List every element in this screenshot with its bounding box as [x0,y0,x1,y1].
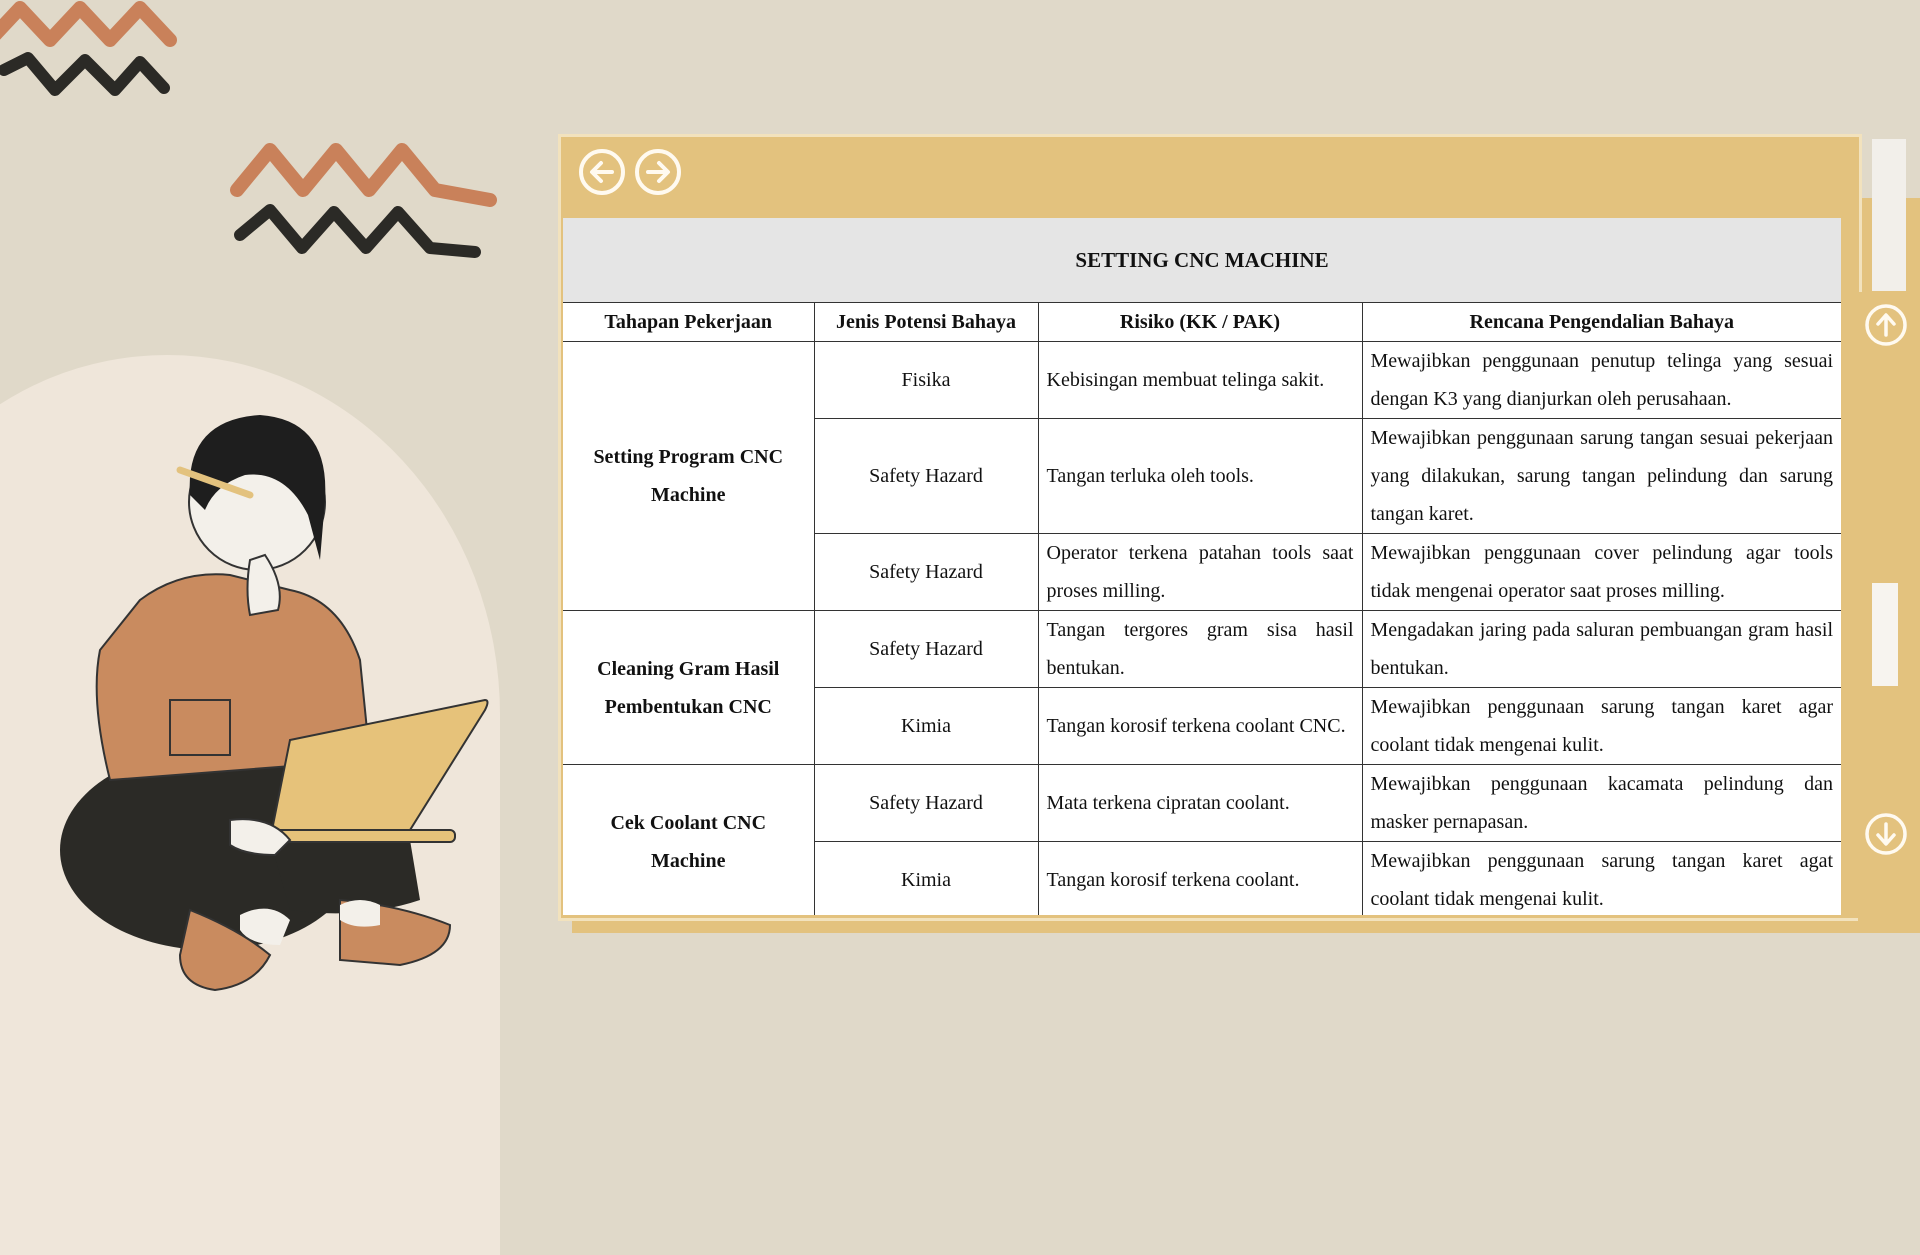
hazard-table [563,218,1841,915]
zigzag-decoration [0,0,520,280]
category-cell: Safety Hazard [814,765,1038,842]
arrow-down-circle-icon [1863,811,1909,857]
risk-cell: Kebisingan membuat telinga sakit. [1038,342,1362,419]
category-cell: Kimia [814,842,1038,916]
hazard-table-container [563,218,1841,915]
arrow-left-circle-icon [578,148,626,196]
scroll-up-button[interactable] [1863,302,1909,348]
category-cell: Safety Hazard [814,534,1038,611]
control-cell: Mewajibkan penggunaan penutup telinga yang sesuai dengan K3 yang dianjurkan oleh perusahaan. [1362,342,1841,419]
control-cell: Mewajibkan penggunaan kacamata pelindung dan masker pernapasan. [1362,765,1841,842]
table-row [563,611,1841,688]
control-cell: Mewajibkan penggunaan sarung tangan karet agat coolant tidak mengenai kulit. [1362,842,1841,916]
forward-button[interactable] [634,148,682,196]
control-cell: Mewajibkan penggunaan cover pelindung agar tools tidak mengenai operator saat proses milling. [1362,534,1841,611]
risk-cell: Mata terkena cipratan coolant. [1038,765,1362,842]
header-jenis-potensi: Jenis Potensi Bahaya [814,303,1038,342]
table-title: SETTING CNC MACHINE [563,218,1841,303]
category-cell: Safety Hazard [814,419,1038,534]
table-row [563,342,1841,419]
scrollbar-thumb[interactable] [1872,583,1898,686]
header-rencana: Rencana Pengendalian Bahaya [1362,303,1841,342]
person-with-laptop-illustration [40,400,520,1000]
stage-cell: Cleaning Gram Hasil Pembentukan CNC [563,611,814,765]
arrow-up-circle-icon [1863,302,1909,348]
risk-cell: Tangan korosif terkena coolant CNC. [1038,688,1362,765]
scrollbar-top-panel [1872,139,1906,291]
category-cell: Safety Hazard [814,611,1038,688]
risk-cell: Tangan terluka oleh tools. [1038,419,1362,534]
control-cell: Mewajibkan penggunaan sarung tangan karet agar coolant tidak mengenai kulit. [1362,688,1841,765]
arrow-right-circle-icon [634,148,682,196]
risk-cell: Tangan tergores gram sisa hasil bentukan. [1038,611,1362,688]
header-risiko: Risiko (KK / PAK) [1038,303,1362,342]
control-cell: Mewajibkan penggunaan sarung tangan sesuai pekerjaan yang dilakukan, sarung tangan pelindung dan sarung tangan karet. [1362,419,1841,534]
back-button[interactable] [578,148,626,196]
risk-cell: Operator terkena patahan tools saat proses milling. [1038,534,1362,611]
scroll-down-button[interactable] [1863,811,1909,857]
category-cell: Kimia [814,688,1038,765]
stage-cell: Setting Program CNC Machine [563,342,814,611]
category-cell: Fisika [814,342,1038,419]
stage-cell: Cek Coolant CNC Machine [563,765,814,916]
header-tahapan: Tahapan Pekerjaan [563,303,814,342]
risk-cell: Tangan korosif terkena coolant. [1038,842,1362,916]
control-cell: Mengadakan jaring pada saluran pembuangan gram hasil bentukan. [1362,611,1841,688]
table-row [563,765,1841,842]
